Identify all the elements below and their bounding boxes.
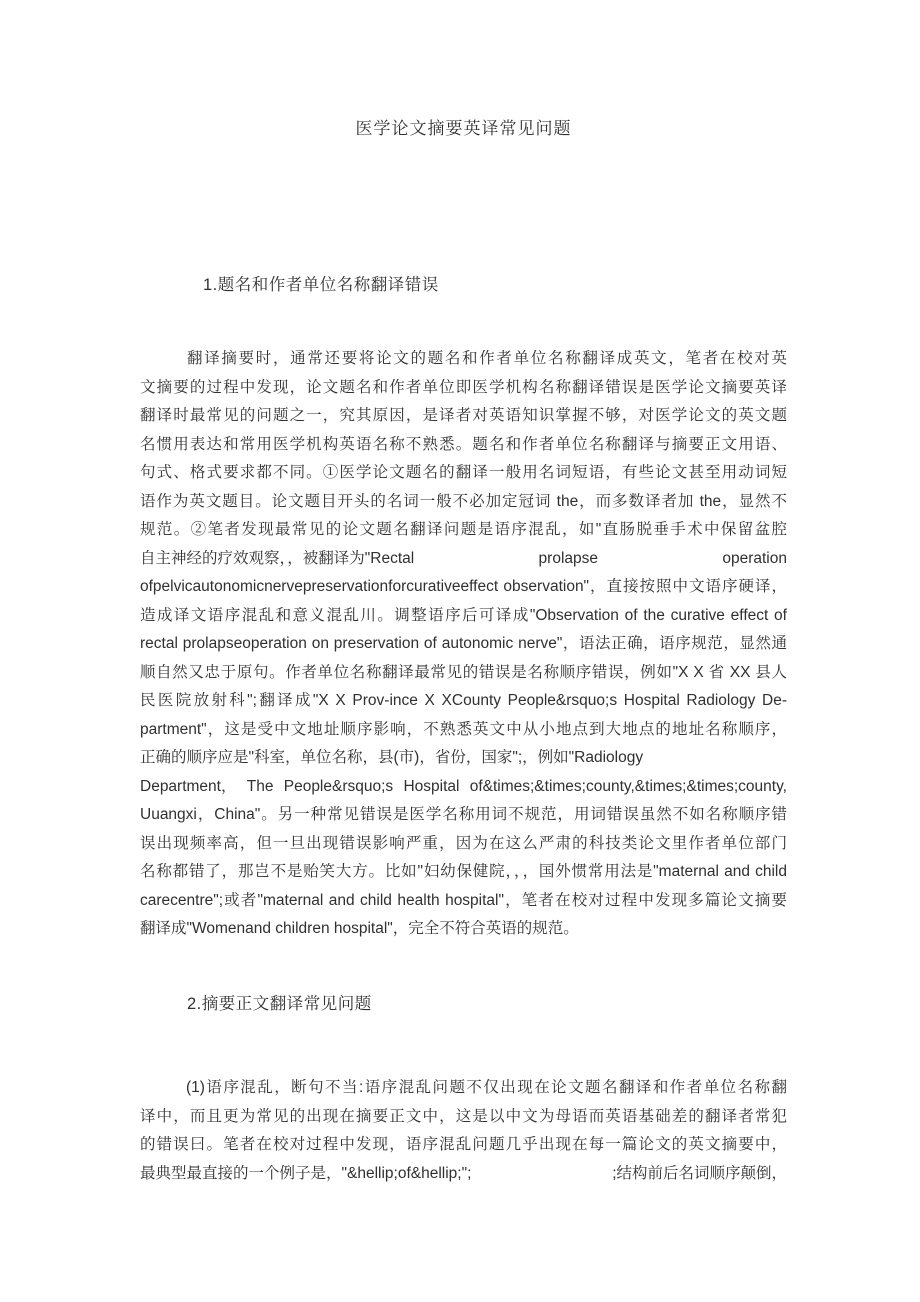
text-line: 规范。②笔者发现最常见的论文题名翻译问题是语序混乱，如"直肠脱垂手术中保留盆腔 <box>140 521 787 538</box>
text-segment: operation <box>722 549 787 567</box>
text-line: ofpelvicautonomicnervepreservationforcurativeeffect observation"，直接按照中文语序硬译， <box>140 578 787 595</box>
text-segment: People&rsquo;s <box>283 777 394 795</box>
text-line: Uuangxi，China"。另一种常见错误是医学名称用词不规范，用词错误虽然不如名称顺序错 <box>140 806 787 823</box>
text-line: 顺自然又忠于原句。作者单位名称翻译最常见的错误是名称顺序错误，例如"X X 省 XX 县人 <box>140 663 787 681</box>
text-line: 语作为英文题目。论文题目开头的名词一般不必加定冠词 the，而多数译者加 the，显然不 <box>140 492 787 510</box>
text-line: 民医院放射科";翻译成"X X Prov-ince X XCounty People&rsquo;s Hospital Radiology De- <box>140 692 787 709</box>
text-line: 文摘要的过程中发现，论文题名和作者单位即医学机构名称翻译错误是医学论文摘要英译 <box>140 378 787 396</box>
text-line <box>140 1160 787 1189</box>
text-segment: Hospital <box>403 777 460 795</box>
text-segment: prolapse <box>538 549 599 567</box>
text-segment: of&times;&times;county,&times;&times;county, <box>469 777 787 795</box>
text-line: 译中，而且更为常见的出现在摘要正文中，这是以中文为母语而英语基础差的翻译者常犯 <box>140 1107 787 1125</box>
text-line: rectal prolapseoperation on preservation of autonomic nerve"，语法正确，语序规范，显然通 <box>140 635 787 652</box>
text-line: 正确的顺序应是"科室，单位名称，县(市)，省份，国家";，例如"Radiology <box>140 749 644 766</box>
text-line: 名称都错了，那岂不是贻笑大方。比如"妇幼保健院，，，国外惯常用法是"maternal and child <box>140 863 787 880</box>
section-2-heading: 2.摘要正文翻译常见问题 <box>187 995 372 1013</box>
text-segment: The <box>246 777 274 795</box>
text-line: partment"，这是受中文地址顺序影响，不熟悉英文中从小地点到大地点的地址名称顺序， <box>140 720 787 738</box>
section-1-heading: 1.题名和作者单位名称翻译错误 <box>203 276 439 294</box>
text-line: 造成译文语序混乱和意义混乱川。调整语序后可译成"Observation of the curative effect of <box>140 606 787 624</box>
text-line: 翻译成"Womenand children hospital"，完全不符合英语的规范。 <box>140 920 579 937</box>
text-segment: 最典型最直接的一个例子是，"&hellip;of&hellip;"; <box>140 1164 472 1182</box>
text-segment: Department， <box>140 777 237 795</box>
text-line: 翻译时最常见的问题之一，究其原因，是译者对英语知识掌握不够，对医学论文的英文题 <box>140 407 787 424</box>
text-segment: ;结构前后名词顺序颠倒， <box>612 1164 787 1182</box>
text-segment: 自主神经的疗效观察，，被翻译为"Rectal <box>140 549 415 567</box>
text-line <box>140 545 787 574</box>
section-2-body <box>140 1074 787 1188</box>
text-line: 翻译摘要时，通常还要将论文的题名和作者单位名称翻译成英文，笔者在校对英 <box>187 350 787 367</box>
text-line: 名惯用表达和常用医学机构英语名称不熟悉。题名和作者单位名称翻译与摘要正文用语、 <box>140 435 787 453</box>
text-line <box>140 773 787 802</box>
text-line: 句式、格式要求都不同。①医学论文题名的翻译一般用名词短语，有些论文甚至用动词短 <box>140 464 787 481</box>
text-line: 误出现频率高，但一旦出现错误影响严重，因为在这么严肃的科技类论文里作者单位部门 <box>140 834 787 852</box>
section-1-body <box>140 345 787 944</box>
text-line: 的错误曰。笔者在校对过程中发现，语序混乱问题几乎出现在每一篇论文的英文摘要中， <box>140 1136 787 1153</box>
text-line: carecentre";或者"maternal and child health hospital"，笔者在校对过程中发现多篇论文摘要 <box>140 891 787 909</box>
text-line: (1)语序混乱，断句不当:语序混乱问题不仅出现在论文题名翻译和作者单位名称翻 <box>186 1079 787 1096</box>
document-title: 医学论文摘要英译常见问题 <box>355 119 572 138</box>
